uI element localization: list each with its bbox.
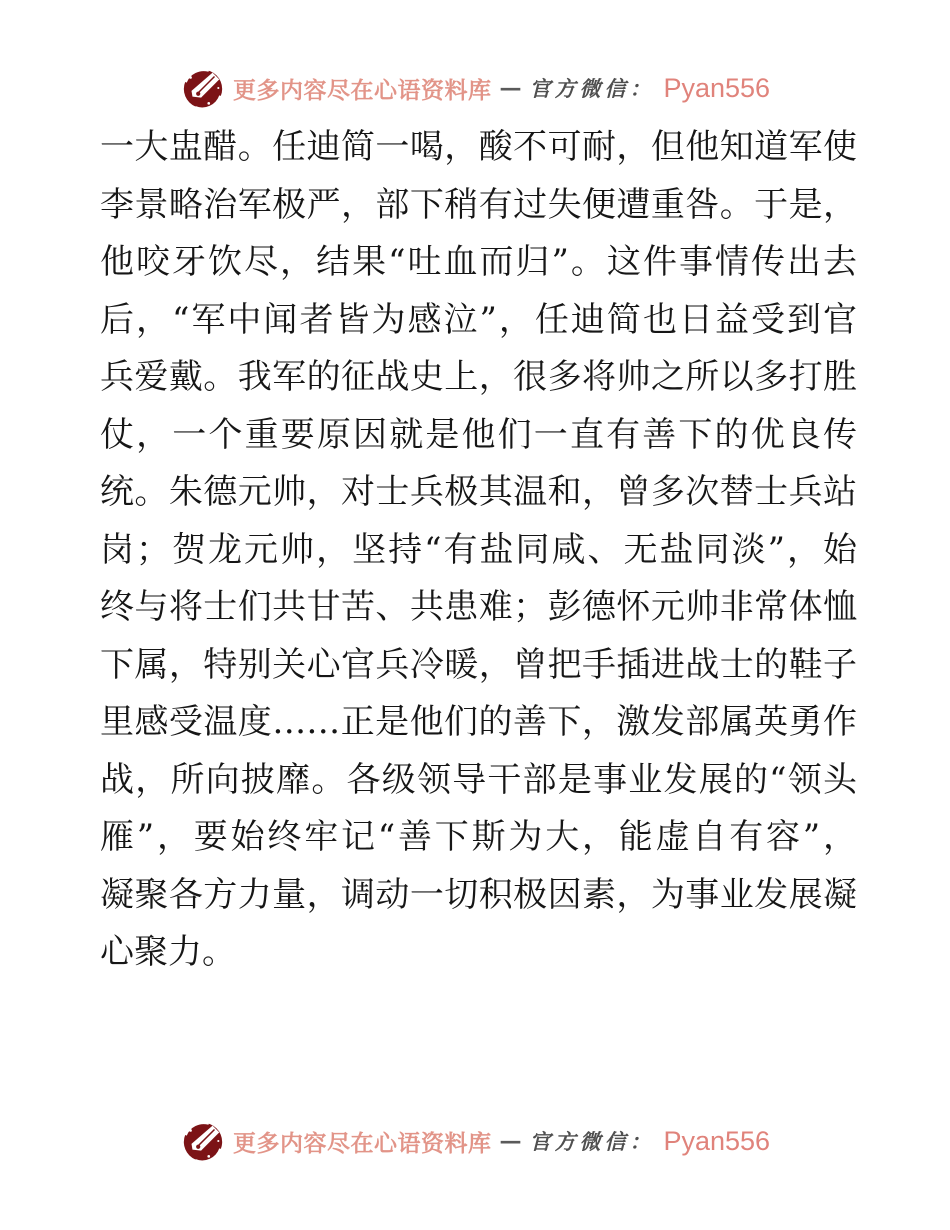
text-line: 凝聚各方力量，调动一切积极因素，为事业发展凝 <box>100 874 857 915</box>
text-line: 统。朱德元帅，对士兵极其温和，曾多次替士兵站 <box>100 472 857 512</box>
text-line: 一大盅醋。任迪简一喝，酸不可耐，但他知道军使 <box>100 127 857 167</box>
text-line: 心聚力。 <box>100 932 236 972</box>
text-line: 岗；贺龙元帅，坚持“有盐同咸、无盐同淡”，始 <box>100 529 857 570</box>
watermark-wechat-label: 官方微信： <box>529 1130 655 1154</box>
text-line: 兵爱戴。我军的征战史上，很多将帅之所以多打胜 <box>100 357 857 397</box>
watermark-wechat-label: 官方微信： <box>529 77 655 101</box>
pen-circle-logo-icon <box>180 1117 226 1165</box>
document-text <box>100 119 857 982</box>
watermark-wechat-id: Pyan556 <box>663 1125 771 1156</box>
watermark-brand-text: 更多内容尽在心语资料库 <box>232 77 492 103</box>
text-line: 后，“军中闻者皆为感泣”，任迪简也日益受到官 <box>100 299 857 340</box>
pen-circle-logo-icon <box>180 64 226 112</box>
text-line: 仗，一个重要原因就是他们一直有善下的优良传 <box>100 414 857 455</box>
text-line: 雁”，要始终牢记“善下斯为大，能虚自有容”， <box>100 817 857 857</box>
text-line: 战，所向披靡。各级领导干部是事业发展的“领头 <box>100 759 857 800</box>
text-line: 他咬牙饮尽，结果“吐血而归”。这件事情传出去 <box>100 242 857 282</box>
watermark-dash: — <box>499 1128 522 1154</box>
text-line: 李景略治军极严，部下稍有过失便遭重咎。于是， <box>100 184 857 225</box>
text-line: 终与将士们共甘苦、共患难；彭德怀元帅非常体恤 <box>100 587 857 627</box>
watermark-dash: — <box>499 75 522 101</box>
footer-watermark <box>0 1117 950 1165</box>
text-line: 下属，特别关心官兵冷暖，曾把手插进战士的鞋子 <box>100 644 857 685</box>
text-line: 里感受温度……正是他们的善下，激发部属英勇作 <box>100 702 857 742</box>
watermark-brand-text: 更多内容尽在心语资料库 <box>232 1130 492 1156</box>
header-watermark <box>0 64 950 112</box>
watermark-wechat-id: Pyan556 <box>663 72 771 103</box>
